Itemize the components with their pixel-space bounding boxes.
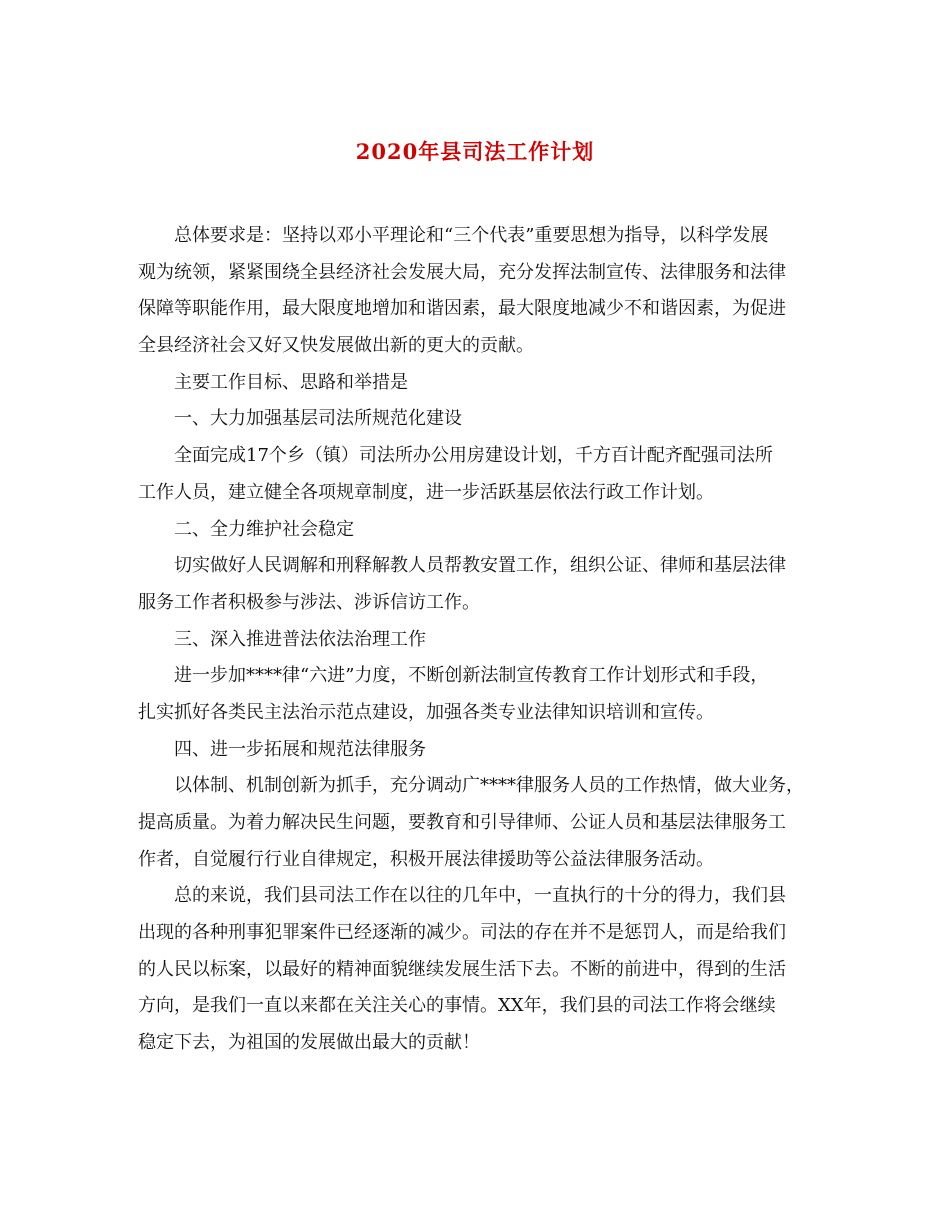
body-line: 全面完成17个乡（镇）司法所办公用房建设计划，千方百计配齐配强司法所 [174, 445, 773, 467]
body-line: 二、全力维护社会稳定 [174, 518, 354, 540]
body-line: 以体制、机制创新为抓手，充分调动广****律服务人员的工作热情，做大业务， [174, 775, 804, 797]
body-line: 观为统领，紧紧围绕全县经济社会发展大局，充分发挥法制宣传、法律服务和法律 [138, 261, 786, 283]
body-line: 服务工作者积极参与涉法、涉诉信访工作。 [138, 591, 480, 613]
body-line: 扎实抓好各类民主法治示范点建设，加强各类专业法律知识培训和宣传。 [138, 701, 714, 723]
document-title: 2020年县司法工作计划 [355, 139, 595, 164]
document-body [138, 218, 828, 1062]
body-line: 全县经济社会又好又快发展做出新的更大的贡献。 [138, 335, 534, 357]
body-line: 方向，是我们一直以来都在关注关心的事情。XX年，我们县的司法工作将会继续 [138, 995, 776, 1017]
body-line: 一、大力加强基层司法所规范化建设 [174, 408, 462, 430]
body-line: 的人民以标案，以最好的精神面貌继续发展生活下去。不断的前进中，得到的生活 [138, 958, 786, 980]
body-line: 作者，自觉履行行业自律规定，积极开展法律援助等公益法律服务活动。 [138, 848, 714, 870]
body-line: 主要工作目标、思路和举措是 [174, 371, 408, 393]
body-line: 切实做好人民调解和刑释解教人员帮教安置工作，组织公证、律师和基层法律 [174, 555, 786, 577]
body-line: 四、进一步拓展和规范法律服务 [174, 738, 426, 760]
body-line: 稳定下去，为祖国的发展做出最大的贡献！ [138, 1032, 480, 1054]
body-line: 工作人员，建立健全各项规章制度，进一步活跃基层依法行政工作计划。 [138, 481, 714, 503]
body-line: 总的来说，我们县司法工作在以往的几年中，一直执行的十分的得力，我们县 [174, 885, 786, 907]
body-line: 进一步加****律“六进”力度，不断创新法制宣传教育工作计划形式和手段， [174, 665, 769, 687]
body-line: 出现的各种刑事犯罪案件已经逐渐的减少。司法的存在并不是惩罚人，而是给我们 [138, 922, 786, 944]
body-line: 保障等职能作用，最大限度地增加和谐因素，最大限度地减少不和谐因素，为促进 [138, 298, 786, 320]
body-line: 三、深入推进普法依法治理工作 [174, 628, 426, 650]
body-line: 总体要求是：坚持以邓小平理论和“三个代表”重要思想为指导，以科学发展 [174, 225, 769, 246]
body-line: 提高质量。为着力解决民生问题，要教育和引导律师、公证人员和基层法律服务工 [138, 812, 786, 833]
